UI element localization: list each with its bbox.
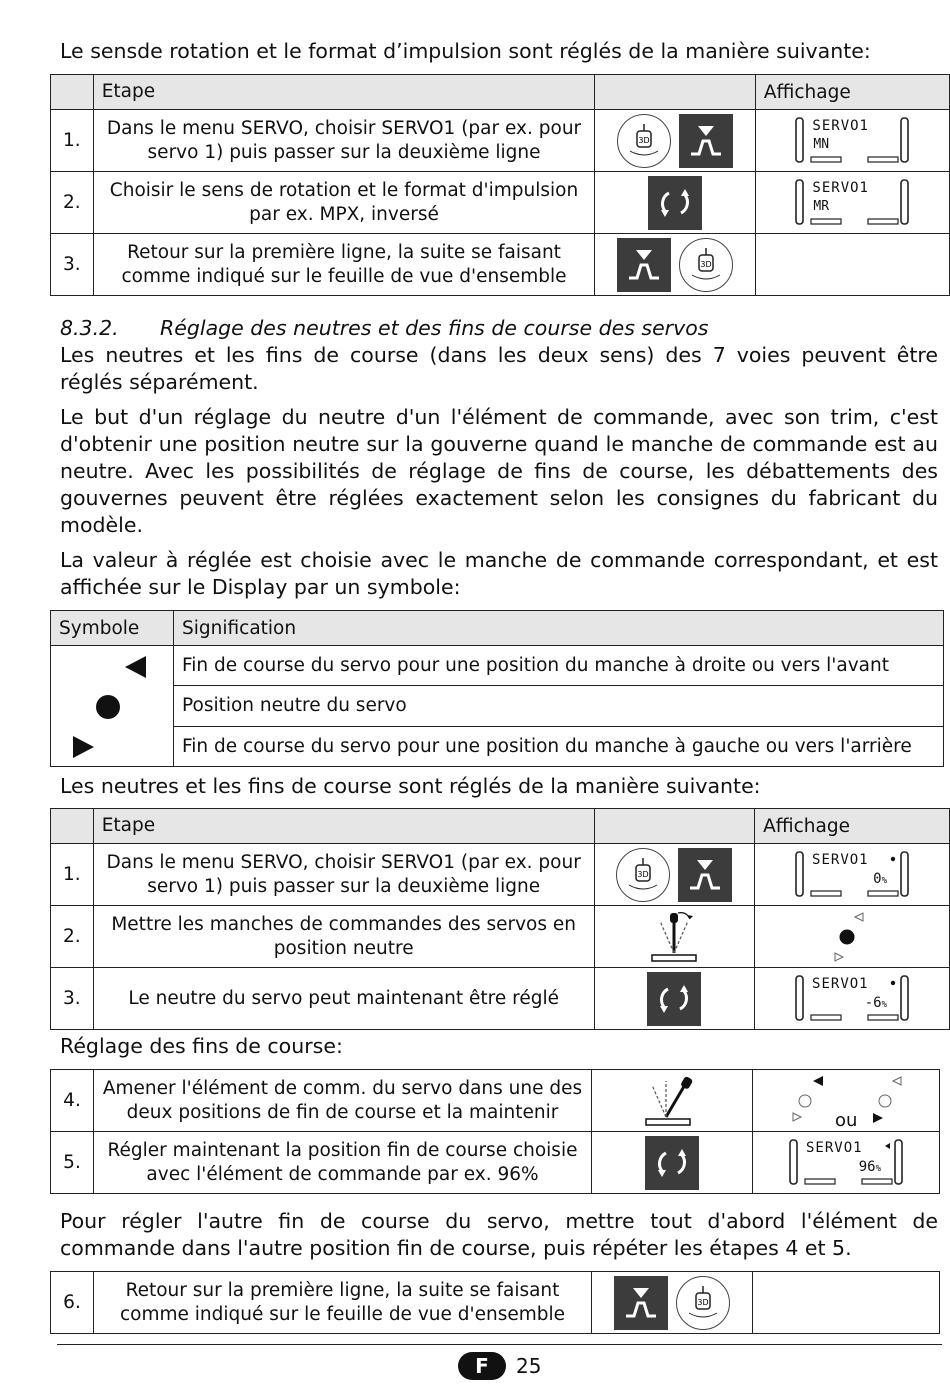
header-signification: Signification xyxy=(174,611,944,646)
svg-text:3D: 3D xyxy=(700,259,712,269)
paragraph: Pour régler l'autre fin de course du servo, mettre tout d'abord l'élément de commande dans l'autre position fin de course, puis répéter les étapes 4 et 5. xyxy=(60,1209,938,1260)
enter-key-icon xyxy=(678,848,732,902)
rotary-knob-icon xyxy=(647,972,701,1026)
table-row xyxy=(51,1070,940,1132)
lcd-display xyxy=(787,1137,905,1189)
3d-digi-button-icon xyxy=(679,238,733,292)
steps-table-2 xyxy=(50,808,950,1030)
lcd-value: 96% xyxy=(858,1158,881,1175)
3d-digi-button-icon xyxy=(616,848,670,902)
step-text: Amener l'élément de comm. du servo dans une des deux positions de fin de course et la maintenir xyxy=(94,1070,592,1132)
table-row xyxy=(51,172,950,234)
lcd-line-1: SERVO1 xyxy=(812,851,869,868)
enter-key-icon xyxy=(679,114,733,168)
ou-label: ou xyxy=(835,1110,858,1131)
rotary-knob-icon xyxy=(645,1136,699,1190)
lcd-line-2: MR xyxy=(813,198,830,214)
header-affichage: Affichage xyxy=(755,75,949,110)
symbol-glyphs xyxy=(51,646,165,766)
lcd-line-1: SERVO1 xyxy=(812,117,869,134)
table-row xyxy=(51,646,944,686)
language-badge: F xyxy=(458,1352,506,1380)
paragraph: Le but d'un réglage du neutre d'un l'élément de commande, avec son trim, c'est d'obtenir une position neutre sur la gouverne quand le manche de commande est au neutre. Avec les possibilités de réglage de fins de course, les débattements des gouvernes peuvent être réglées exactement selon les consignes du fabricant du modèle. xyxy=(60,405,938,537)
lcd-value: 0% xyxy=(873,870,888,887)
enter-key-icon xyxy=(617,238,671,292)
stick-endpoint-icon xyxy=(642,1073,702,1129)
steps-table-1 xyxy=(50,74,950,296)
step-text: Régler maintenant la position fin de course choisie avec l'élément de commande par ex. 96% xyxy=(94,1132,592,1194)
step-number: 1. xyxy=(51,844,94,906)
symbol-table xyxy=(50,610,944,767)
table-row xyxy=(51,844,950,906)
stick-neutral-icon xyxy=(644,909,704,965)
header-etape: Etape xyxy=(93,75,595,110)
lcd-value: -6% xyxy=(864,994,888,1011)
symbol-meaning: Fin de course du servo pour une position du manche à gauche ou vers l'arrière xyxy=(174,726,944,766)
neutral-symbol-icon xyxy=(755,907,941,967)
table-row xyxy=(51,1132,940,1194)
lcd-line-1: SERVO1 xyxy=(812,179,869,196)
step-number: 6. xyxy=(51,1272,94,1334)
table-row xyxy=(51,110,950,172)
section-number: 8.3.2. xyxy=(60,316,119,340)
table-row xyxy=(51,906,950,968)
table-header xyxy=(51,75,950,110)
symbol-meaning: Position neutre du servo xyxy=(174,686,944,726)
step-text: Dans le menu SERVO, choisir SERVO1 (par ex. pour servo 1) puis passer sur la deuxième ligne xyxy=(93,844,594,906)
step-text: Retour sur la première ligne, la suite se faisant comme indiqué sur le feuille de vue d'ensemble xyxy=(93,234,595,296)
step-number: 2. xyxy=(51,906,94,968)
step-number: 3. xyxy=(51,234,94,296)
lcd-display xyxy=(793,849,911,901)
table-row xyxy=(51,726,944,766)
step-text: Mettre les manches de commandes des servos en position neutre xyxy=(93,906,594,968)
subheading: Réglage des fins de course: xyxy=(60,1034,343,1058)
rotary-knob-icon xyxy=(648,176,702,230)
steps-table-3 xyxy=(50,1069,940,1194)
header-symbole: Symbole xyxy=(51,611,174,646)
header-etape: Etape xyxy=(93,809,594,844)
header-affichage: Affichage xyxy=(755,809,950,844)
table-row xyxy=(51,968,950,1030)
svg-text:3D: 3D xyxy=(697,1297,709,1307)
step-text: Retour sur la première ligne, la suite se faisant comme indiqué sur le feuille de vue d'ensemble xyxy=(94,1272,592,1334)
lcd-display xyxy=(793,115,911,167)
intro-text: Le sensde rotation et le format d’impulsion sont réglés de la manière suivante: xyxy=(60,39,871,63)
section-heading xyxy=(60,315,708,342)
step-number: 4. xyxy=(51,1070,94,1132)
lcd-line-2: MN xyxy=(813,136,830,152)
steps-table-4 xyxy=(50,1271,940,1334)
symbol-cell xyxy=(51,646,174,767)
enter-key-icon xyxy=(614,1276,668,1330)
lcd-line-1: SERVO1 xyxy=(806,1139,863,1156)
lcd-display xyxy=(793,177,911,229)
lcd-line-1: SERVO1 xyxy=(812,975,869,992)
step-text: Choisir le sens de rotation et le format d'impulsion par ex. MPX, inversé xyxy=(93,172,595,234)
paragraph: Les neutres et les fins de course sont réglés de la manière suivante: xyxy=(60,774,761,798)
footer-rule xyxy=(57,1344,942,1345)
page-footer xyxy=(458,1352,541,1380)
step-number: 3. xyxy=(51,968,94,1030)
symbol-meaning: Fin de course du servo pour une position du manche à droite ou vers l'avant xyxy=(174,646,944,686)
paragraph: La valeur à réglée est choisie avec le manche de commande correspondant, et est affichée sur le Display par un symbole: xyxy=(60,548,938,599)
step-number: 5. xyxy=(51,1132,94,1194)
3d-digi-button-icon xyxy=(617,114,671,168)
svg-text:3D: 3D xyxy=(637,869,649,879)
3d-digi-button-icon xyxy=(676,1276,730,1330)
section-title: Réglage des neutres et des fins de course des servos xyxy=(160,316,709,340)
step-text: Le neutre du servo peut maintenant être réglé xyxy=(93,968,594,1030)
svg-text:3D: 3D xyxy=(638,135,650,145)
table-row xyxy=(51,686,944,726)
step-number: 2. xyxy=(51,172,94,234)
step-text: Dans le menu SERVO, choisir SERVO1 (par ex. pour servo 1) puis passer sur la deuxième ligne xyxy=(93,110,595,172)
paragraph: Les neutres et les fins de course (dans les deux sens) des 7 voies peuvent être réglés séparément. xyxy=(60,343,938,394)
table-row xyxy=(51,234,950,296)
lcd-display xyxy=(793,973,911,1025)
page-number: 25 xyxy=(516,1354,542,1378)
step-number: 1. xyxy=(51,110,94,172)
table-row xyxy=(51,1272,940,1334)
